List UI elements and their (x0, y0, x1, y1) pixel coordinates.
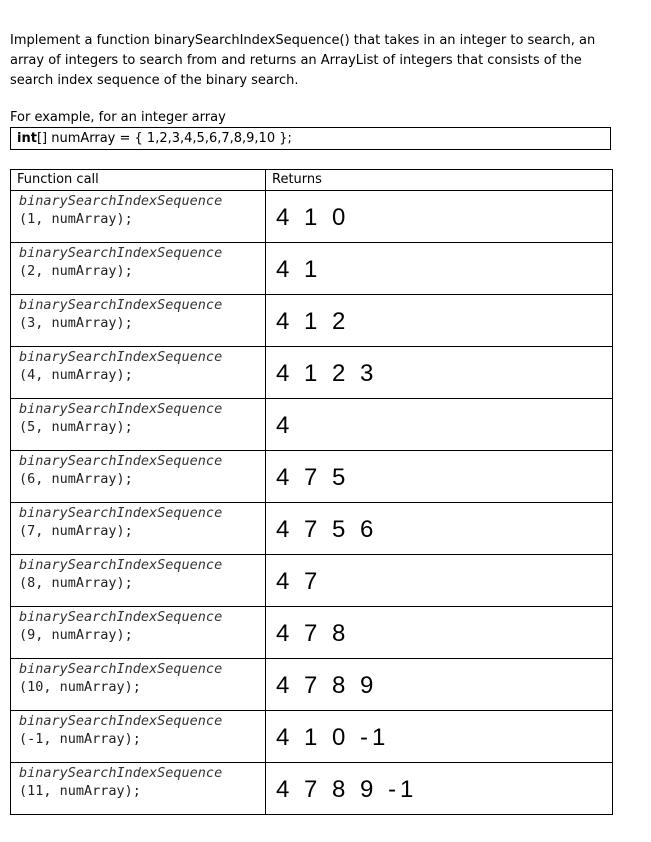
function-name: binarySearchIndexSequence (19, 661, 223, 677)
column-header-returns: Returns (266, 170, 613, 191)
function-call-code (11, 347, 265, 384)
table-row (11, 295, 613, 347)
return-sequence: 4 7 5 (276, 464, 350, 491)
returns-cell (266, 399, 613, 451)
problem-statement-line: search index sequence of the binary search. (10, 73, 299, 88)
function-call-code (11, 711, 265, 748)
table-row (11, 711, 613, 763)
table-row (11, 347, 613, 399)
function-arguments: (8, numArray); (19, 575, 133, 591)
function-call-cell (11, 295, 266, 347)
function-call-code (11, 503, 265, 540)
returns-cell (266, 451, 613, 503)
return-sequence: 4 (276, 412, 294, 439)
function-call-code (11, 451, 265, 488)
return-sequence: 4 7 8 9 -1 (276, 776, 418, 803)
array-declaration (10, 127, 611, 150)
function-name: binarySearchIndexSequence (19, 193, 223, 209)
function-call-code (11, 191, 265, 228)
function-call-cell (11, 711, 266, 763)
table-row (11, 607, 613, 659)
function-arguments: (1, numArray); (19, 211, 133, 227)
return-sequence: 4 7 8 (276, 620, 350, 647)
table-row (11, 451, 613, 503)
function-name: binarySearchIndexSequence (19, 453, 223, 469)
function-call-cell (11, 451, 266, 503)
function-call-cell (11, 191, 266, 243)
problem-statement-line: array of integers to search from and returns an ArrayList of integers that consists of the (10, 53, 582, 68)
table-header-row (11, 170, 613, 191)
returns-cell (266, 555, 613, 607)
table-body (11, 191, 613, 815)
function-call-code (11, 659, 265, 696)
column-header-function-call: Function call (11, 170, 266, 191)
function-name: binarySearchIndexSequence (19, 297, 223, 313)
problem-statement (10, 31, 610, 91)
returns-cell (266, 711, 613, 763)
function-call-cell (11, 399, 266, 451)
function-call-code (11, 763, 265, 800)
return-sequence: 4 1 2 3 (276, 360, 378, 387)
function-call-cell (11, 659, 266, 711)
function-arguments: (9, numArray); (19, 627, 133, 643)
examples-table (10, 169, 613, 815)
return-sequence: 4 7 (276, 568, 322, 595)
table-row (11, 659, 613, 711)
function-name: binarySearchIndexSequence (19, 609, 223, 625)
returns-cell (266, 659, 613, 711)
function-call-cell (11, 555, 266, 607)
function-name: binarySearchIndexSequence (19, 245, 223, 261)
function-arguments: (5, numArray); (19, 419, 133, 435)
table-row (11, 243, 613, 295)
returns-cell (266, 347, 613, 399)
function-call-cell (11, 347, 266, 399)
function-call-cell (11, 243, 266, 295)
return-sequence: 4 1 2 (276, 308, 350, 335)
table-row (11, 555, 613, 607)
returns-cell (266, 763, 613, 815)
function-call-code (11, 399, 265, 436)
return-sequence: 4 1 (276, 256, 322, 283)
table-row (11, 763, 613, 815)
function-arguments: (-1, numArray); (19, 731, 141, 747)
return-sequence: 4 7 8 9 (276, 672, 378, 699)
function-name: binarySearchIndexSequence (19, 401, 223, 417)
function-name: binarySearchIndexSequence (19, 505, 223, 521)
returns-cell (266, 503, 613, 555)
returns-cell (266, 607, 613, 659)
table-row (11, 191, 613, 243)
return-sequence: 4 7 5 6 (276, 516, 378, 543)
table-row (11, 503, 613, 555)
returns-cell (266, 295, 613, 347)
declaration-keyword: int (17, 131, 37, 146)
function-call-cell (11, 607, 266, 659)
function-call-code (11, 555, 265, 592)
function-arguments: (11, numArray); (19, 783, 141, 799)
function-name: binarySearchIndexSequence (19, 349, 223, 365)
function-arguments: (10, numArray); (19, 679, 141, 695)
returns-cell (266, 191, 613, 243)
function-name: binarySearchIndexSequence (19, 713, 223, 729)
function-call-code (11, 243, 265, 280)
returns-cell (266, 243, 613, 295)
return-sequence: 4 1 0 -1 (276, 724, 390, 751)
function-name: binarySearchIndexSequence (19, 765, 223, 781)
function-arguments: (2, numArray); (19, 263, 133, 279)
declaration-text: [] numArray = { 1,2,3,4,5,6,7,8,9,10 }; (36, 131, 292, 146)
function-call-cell (11, 763, 266, 815)
return-sequence: 4 1 0 (276, 204, 350, 231)
example-label: For example, for an integer array (10, 110, 226, 125)
function-arguments: (3, numArray); (19, 315, 133, 331)
problem-statement-line: Implement a function binarySearchIndexSequence() that takes in an integer to search, an (10, 33, 596, 48)
table-row (11, 399, 613, 451)
function-call-code (11, 295, 265, 332)
function-call-cell (11, 503, 266, 555)
function-call-code (11, 607, 265, 644)
function-arguments: (7, numArray); (19, 523, 133, 539)
function-arguments: (4, numArray); (19, 367, 133, 383)
function-name: binarySearchIndexSequence (19, 557, 223, 573)
function-arguments: (6, numArray); (19, 471, 133, 487)
